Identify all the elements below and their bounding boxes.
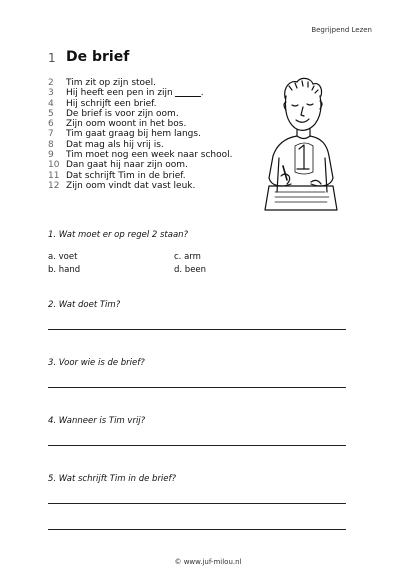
line-number: 9 bbox=[48, 150, 54, 161]
option-a[interactable]: a. voet bbox=[48, 252, 78, 262]
line-text: Zijn oom vindt dat vast leuk. bbox=[66, 180, 196, 191]
line-text: Tim moet nog een week naar school. bbox=[66, 150, 233, 161]
line-number: 4 bbox=[48, 98, 54, 109]
story-text bbox=[48, 78, 233, 191]
line-text: Hij schrijft een brief. bbox=[66, 98, 157, 109]
story-line bbox=[48, 181, 233, 191]
story-line bbox=[48, 140, 233, 150]
answer-line[interactable] bbox=[48, 329, 346, 330]
answer-line[interactable] bbox=[48, 445, 346, 446]
boy-writing-illustration bbox=[255, 74, 345, 222]
story-line bbox=[48, 171, 233, 181]
story-line bbox=[48, 109, 233, 119]
line-text: Tim zit op zijn stoel. bbox=[66, 78, 156, 88]
story-line bbox=[48, 150, 233, 160]
line-text: Dat schrijft Tim in de brief. bbox=[66, 170, 186, 181]
line-number: 12 bbox=[48, 180, 60, 191]
story-line bbox=[48, 129, 233, 139]
line-text: Tim gaat graag bij hem langs. bbox=[66, 129, 201, 140]
worksheet-header: Begrijpend Lezen bbox=[311, 26, 372, 34]
line-text: Hij heeft een pen in zijn bbox=[66, 88, 173, 99]
line-number: 3 bbox=[48, 88, 54, 99]
line-text: Dat mag als hij vrij is. bbox=[66, 139, 164, 150]
line-text: Dan gaat hij naar zijn oom. bbox=[66, 160, 188, 171]
line-text: De brief is voor zijn oom. bbox=[66, 108, 179, 119]
story-line bbox=[48, 78, 233, 88]
story-line bbox=[48, 88, 233, 98]
answer-line[interactable] bbox=[48, 503, 346, 504]
question-2: 2. Wat doet Tim? bbox=[48, 300, 121, 310]
question-1: 1. Wat moet er op regel 2 staan? bbox=[48, 230, 189, 240]
question-5: 5. Wat schrijft Tim in de brief? bbox=[48, 474, 177, 484]
option-c[interactable]: c. arm bbox=[174, 252, 201, 262]
answer-line[interactable] bbox=[48, 529, 346, 530]
question-4: 4. Wanneer is Tim vrij? bbox=[48, 416, 146, 426]
line-number: 5 bbox=[48, 108, 54, 119]
question-3: 3. Voor wie is de brief? bbox=[48, 358, 145, 368]
line-number: 2 bbox=[48, 78, 54, 88]
option-d[interactable]: d. been bbox=[174, 265, 207, 275]
option-b[interactable]: b. hand bbox=[48, 265, 81, 275]
line-number: 6 bbox=[48, 119, 54, 130]
story-title: De brief bbox=[66, 49, 130, 65]
answer-line[interactable] bbox=[48, 387, 346, 388]
story-line bbox=[48, 119, 233, 129]
fill-in-blank bbox=[175, 86, 201, 96]
line-period: . bbox=[200, 88, 204, 99]
line-text: Zijn oom woont in het bos. bbox=[66, 119, 187, 130]
title-line-number: 1 bbox=[48, 51, 56, 65]
line-number: 10 bbox=[48, 160, 60, 171]
story-line bbox=[48, 160, 233, 170]
line-number: 8 bbox=[48, 139, 54, 150]
line-number: 11 bbox=[48, 170, 60, 181]
footer-credit: © www.juf-milou.nl bbox=[174, 558, 242, 566]
line-number: 7 bbox=[48, 129, 54, 140]
story-line bbox=[48, 99, 233, 109]
